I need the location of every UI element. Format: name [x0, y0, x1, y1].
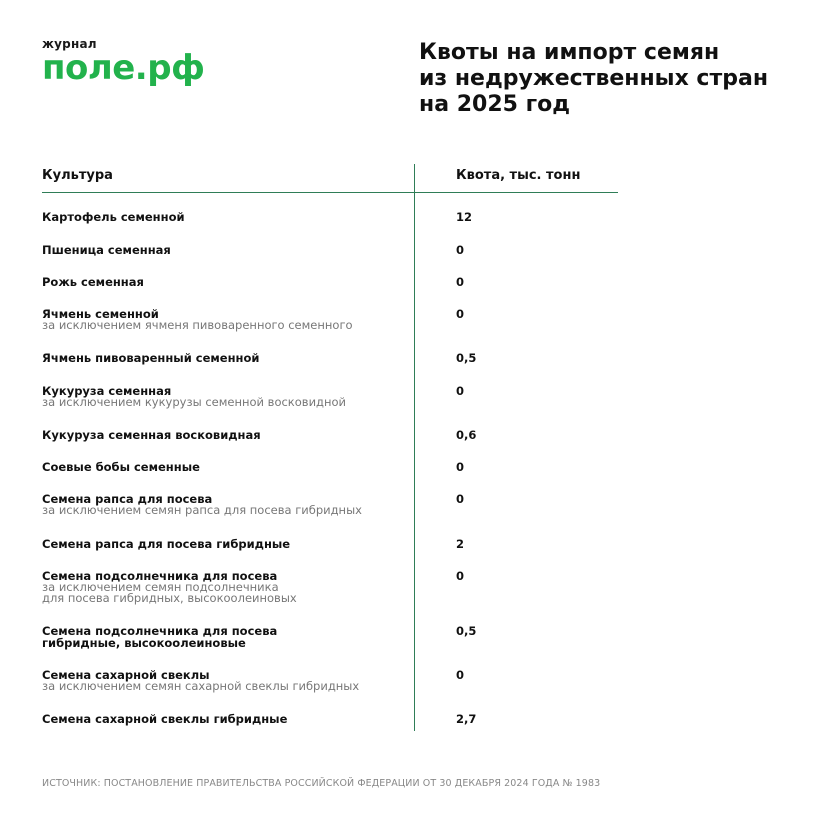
quota-value: 0 — [456, 384, 465, 398]
crop-name: Пшеница семенная — [42, 243, 171, 257]
crop-name: Семена подсолнечника для посева — [42, 569, 278, 583]
quota-value: 0,5 — [456, 351, 477, 365]
quota-value: 0 — [456, 569, 465, 583]
quota-value: 0,5 — [456, 624, 477, 638]
quota-value: 0 — [456, 668, 465, 682]
logo-caption: журнал — [42, 37, 97, 51]
header-quota: Квота, тыс. тонн — [456, 168, 581, 183]
crop-note: за исключением семян подсолнечника для посева гибридных, высокоолеиновых — [42, 580, 297, 605]
crop-name: Кукуруза семенная восковидная — [42, 428, 261, 442]
crop-note: за исключением кукурузы семенной восковидной — [42, 395, 347, 409]
header-divider — [42, 192, 618, 193]
page-title: Квоты на импорт семян из недружественных стран на 2025 год — [419, 40, 769, 117]
logo-wordmark: поле.рф — [42, 48, 205, 88]
source-note: ИСТОЧНИК: ПОСТАНОВЛЕНИЕ ПРАВИТЕЛЬСТВА РОССИЙСКОЙ ФЕДЕРАЦИИ ОТ 30 ДЕКАБРЯ 2024 ГОДА № 1983 — [42, 778, 601, 789]
quota-value: 0 — [456, 492, 465, 506]
quota-value: 12 — [456, 210, 473, 224]
column-divider — [414, 164, 415, 731]
crop-name: Рожь семенная — [42, 275, 144, 289]
crop-name: Кукуруза семенная — [42, 384, 172, 398]
crop-name: Соевые бобы семенные — [42, 460, 200, 474]
crop-name: Семена подсолнечника для посева гибридные, высокоолеиновые — [42, 624, 278, 650]
crop-note: за исключением семян рапса для посева гибридных — [42, 503, 362, 517]
quota-value: 0 — [456, 275, 465, 289]
crop-name: Семена сахарной свеклы — [42, 668, 210, 682]
quota-value: 2,7 — [456, 712, 477, 726]
crop-name: Семена сахарной свеклы гибридные — [42, 712, 288, 726]
crop-note: за исключением семян сахарной свеклы гибридных — [42, 679, 360, 693]
quota-value: 2 — [456, 537, 465, 551]
crop-name: Картофель семенной — [42, 210, 185, 224]
quota-value: 0 — [456, 307, 465, 321]
quota-value: 0,6 — [456, 428, 477, 442]
crop-name: Ячмень пивоваренный семенной — [42, 351, 260, 365]
header-crop: Культура — [42, 168, 113, 183]
crop-name: Семена рапса для посева — [42, 492, 213, 506]
quota-value: 0 — [456, 460, 465, 474]
crop-name: Семена рапса для посева гибридные — [42, 537, 291, 551]
crop-note: за исключением ячменя пивоваренного семенного — [42, 318, 353, 332]
crop-name: Ячмень семенной — [42, 307, 159, 321]
logo — [42, 37, 205, 88]
quota-value: 0 — [456, 243, 465, 257]
